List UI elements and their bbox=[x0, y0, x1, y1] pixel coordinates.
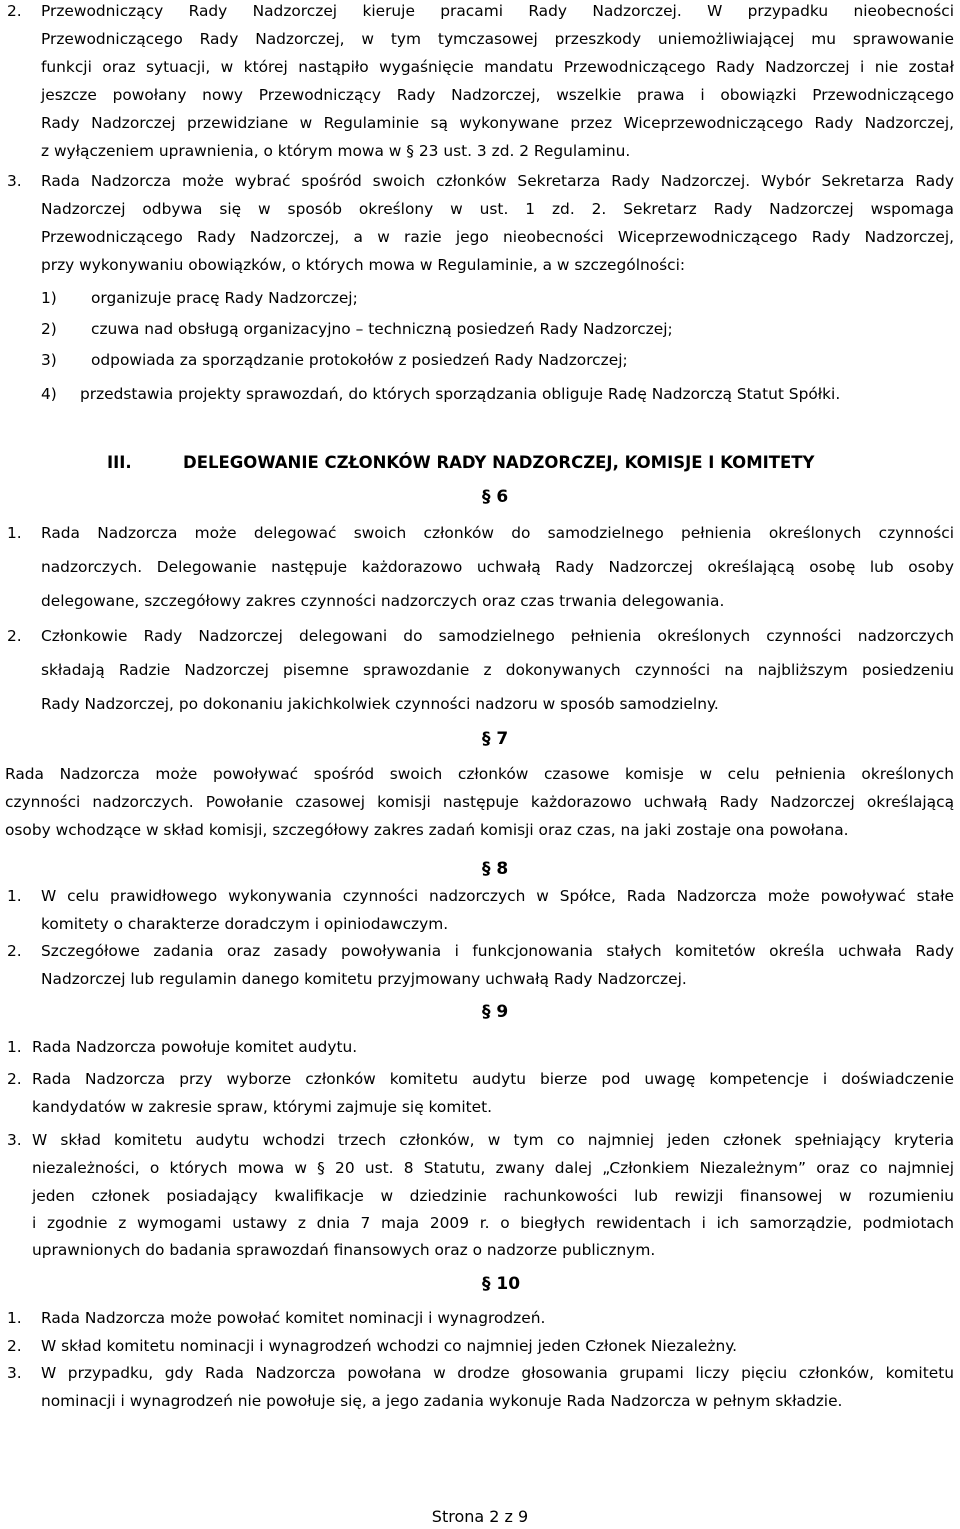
text-line: Nadzorczej odbywa się w sposób określony w ust. 1 zd. 2. Sekretarz Rady Nadzorczej wspomaga bbox=[41, 200, 954, 218]
paragraph-number: 1. bbox=[7, 524, 22, 542]
section-mark: § 8 bbox=[482, 859, 509, 879]
text-line: uprawnionych do badania sprawozdań finansowych oraz o nadzorze publicznym. bbox=[32, 1241, 656, 1259]
text-line: nadzorczych. Delegowanie następuje każdorazowo uchwałą Rady Nadzorczej określającą osobę lub osoby bbox=[41, 558, 954, 576]
text-line: Przewodniczącego Rady Nadzorczej, a w razie jego nieobecności Wiceprzewodniczącego Rady Nadzorczej, bbox=[41, 228, 954, 246]
section-mark: § 7 bbox=[482, 729, 509, 749]
text-line: W skład komitetu nominacji i wynagrodzeń wchodzi co najmniej jeden Członek Niezależny. bbox=[41, 1337, 738, 1355]
paragraph-number: 3. bbox=[7, 172, 22, 190]
text-line: z wyłączeniem uprawnienia, o którym mowa w § 23 ust. 3 zd. 2 Regulaminu. bbox=[41, 142, 631, 160]
paragraph-number: 2. bbox=[7, 942, 22, 960]
text-line: kandydatów w zakresie spraw, którymi zajmuje się komitet. bbox=[32, 1098, 493, 1116]
text-line: Rady Nadzorczej przewidziane w Regulaminie są wykonywane przez Wiceprzewodniczącego Rady Nadzorczej, bbox=[41, 114, 954, 132]
text-line: składają Radzie Nadzorczej pisemne sprawozdanie z dokonywanych czynności na najbliższym posiedzeniu bbox=[41, 661, 954, 679]
section-mark: § 6 bbox=[482, 487, 509, 507]
text-line: Członkowie Rady Nadzorczej delegowani do samodzielnego pełnienia określonych czynności nadzorczych bbox=[41, 627, 954, 645]
text-line: Przewodniczący Rady Nadzorczej kieruje pracami Rady Nadzorczej. W przypadku nieobecności bbox=[41, 2, 954, 20]
paragraph-number: 3. bbox=[7, 1364, 22, 1382]
list-item: czuwa nad obsługą organizacyjno – techniczną posiedzeń Rady Nadzorczej; bbox=[91, 320, 673, 338]
text-line: jeszcze powołany nowy Przewodniczący Rady Nadzorczej, wszelkie prawa i obowiązki Przewodniczącego bbox=[41, 86, 954, 104]
text-line: delegowane, szczegółowy zakres czynności nadzorczych oraz czas trwania delegowania. bbox=[41, 592, 725, 610]
list-number: 2) bbox=[41, 320, 57, 338]
paragraph-number: 2. bbox=[7, 1337, 22, 1355]
text-line: czynności nadzorczych. Powołanie czasowej komisji następuje każdorazowo uchwałą Rady Nadzorczej określającą bbox=[5, 793, 954, 811]
list-number: 4) bbox=[41, 385, 57, 403]
text-line: W przypadku, gdy Rada Nadzorcza powołana w drodze głosowania grupami liczy pięciu członków, komitetu bbox=[41, 1364, 954, 1382]
text-line: Nadzorczej lub regulamin danego komitetu przyjmowany uchwałą Rady Nadzorczej. bbox=[41, 970, 687, 988]
text-line: W skład komitetu audytu wchodzi trzech członków, w tym co najmniej jeden członek spełniający kryteria bbox=[32, 1131, 954, 1149]
text-line: W celu prawidłowego wykonywania czynności nadzorczych w Spółce, Rada Nadzorcza może powoływać stałe bbox=[41, 887, 954, 905]
text-line: funkcji oraz sytuacji, w której nastąpiło wygaśnięcie mandatu Przewodniczącego Rady Nadzorczej i nie został bbox=[41, 58, 954, 76]
text-line: niezależności, o których mowa w § 20 ust. 8 Statutu, zwany dalej „Członkiem Niezależnym” oraz co najmniej bbox=[32, 1159, 954, 1177]
text-line: komitety o charakterze doradczym i opiniodawczym. bbox=[41, 915, 449, 933]
chapter-heading bbox=[107, 452, 815, 474]
section-mark: § 9 bbox=[482, 1002, 509, 1022]
text-line: i zgodnie z wymogami ustawy z dnia 7 maja 2009 r. o biegłych rewidentach i ich samorządzie, podmiotach bbox=[32, 1214, 954, 1232]
paragraph-number: 2. bbox=[7, 1070, 22, 1088]
text-line: Rada Nadzorcza może powołać komitet nominacji i wynagrodzeń. bbox=[41, 1309, 546, 1327]
text-line: Rada Nadzorcza powołuje komitet audytu. bbox=[32, 1038, 358, 1056]
list-number: 3) bbox=[41, 351, 57, 369]
text-line: Rada Nadzorcza przy wyborze członków komitetu audytu bierze pod uwagę kompetencje i doświadczenie bbox=[32, 1070, 954, 1088]
page-footer: Strona 2 z 9 bbox=[431, 1507, 529, 1526]
list-number: 1) bbox=[41, 289, 57, 307]
text-line: Rada Nadzorcza może delegować swoich członków do samodzielnego pełnienia określonych czynności bbox=[41, 524, 954, 542]
paragraph-number: 3. bbox=[7, 1131, 22, 1149]
text-line: jeden członek posiadający kwalifikacje w dziedzinie rachunkowości lub rewizji finansowej w rozumieniu bbox=[32, 1187, 954, 1205]
list-item: odpowiada za sporządzanie protokołów z posiedzeń Rady Nadzorczej; bbox=[91, 351, 628, 369]
text-line: Rada Nadzorcza może wybrać spośród swoich członków Sekretarza Rady Nadzorczej. Wybór Sekretarza Rady bbox=[41, 172, 954, 190]
list-item: przedstawia projekty sprawozdań, do których sporządzania obliguje Radę Nadzorczą Statut Spółki. bbox=[80, 385, 841, 403]
paragraph-number: 1. bbox=[7, 1309, 22, 1327]
paragraph-number: 1. bbox=[7, 887, 22, 905]
text-line: Rada Nadzorcza może powoływać spośród swoich członków czasowe komisje w celu pełnienia określonych bbox=[5, 765, 954, 783]
text-line: przy wykonywaniu obowiązków, o których mowa w Regulaminie, a w szczególności: bbox=[41, 256, 686, 274]
paragraph-number: 1. bbox=[7, 1038, 22, 1056]
chapter-title: DELEGOWANIE CZŁONKÓW RADY NADZORCZEJ, KOMISJE I KOMITETY bbox=[183, 453, 815, 472]
list-item: organizuje pracę Rady Nadzorczej; bbox=[91, 289, 358, 307]
section-mark: § 10 bbox=[482, 1274, 521, 1294]
text-line: osoby wchodzące w skład komisji, szczegółowy zakres zadań komisji oraz czas, na jaki zostaje ona powołana. bbox=[5, 821, 849, 839]
chapter-number: III. bbox=[107, 453, 132, 472]
paragraph-number: 2. bbox=[7, 627, 22, 645]
paragraph-number: 2. bbox=[7, 2, 22, 20]
text-line: Przewodniczącego Rady Nadzorczej, w tym tymczasowej przeszkody uniemożliwiającej mu sprawowanie bbox=[41, 30, 954, 48]
text-line: Szczegółowe zadania oraz zasady powoływania i funkcjonowania stałych komitetów określa uchwała Rady bbox=[41, 942, 954, 960]
text-line: Rady Nadzorczej, po dokonaniu jakichkolwiek czynności nadzoru w sposób samodzielny. bbox=[41, 695, 719, 713]
text-line: nominacji i wynagrodzeń nie powołuje się, a jego zadania wykonuje Rada Nadzorcza w pełnym składzie. bbox=[41, 1392, 843, 1410]
